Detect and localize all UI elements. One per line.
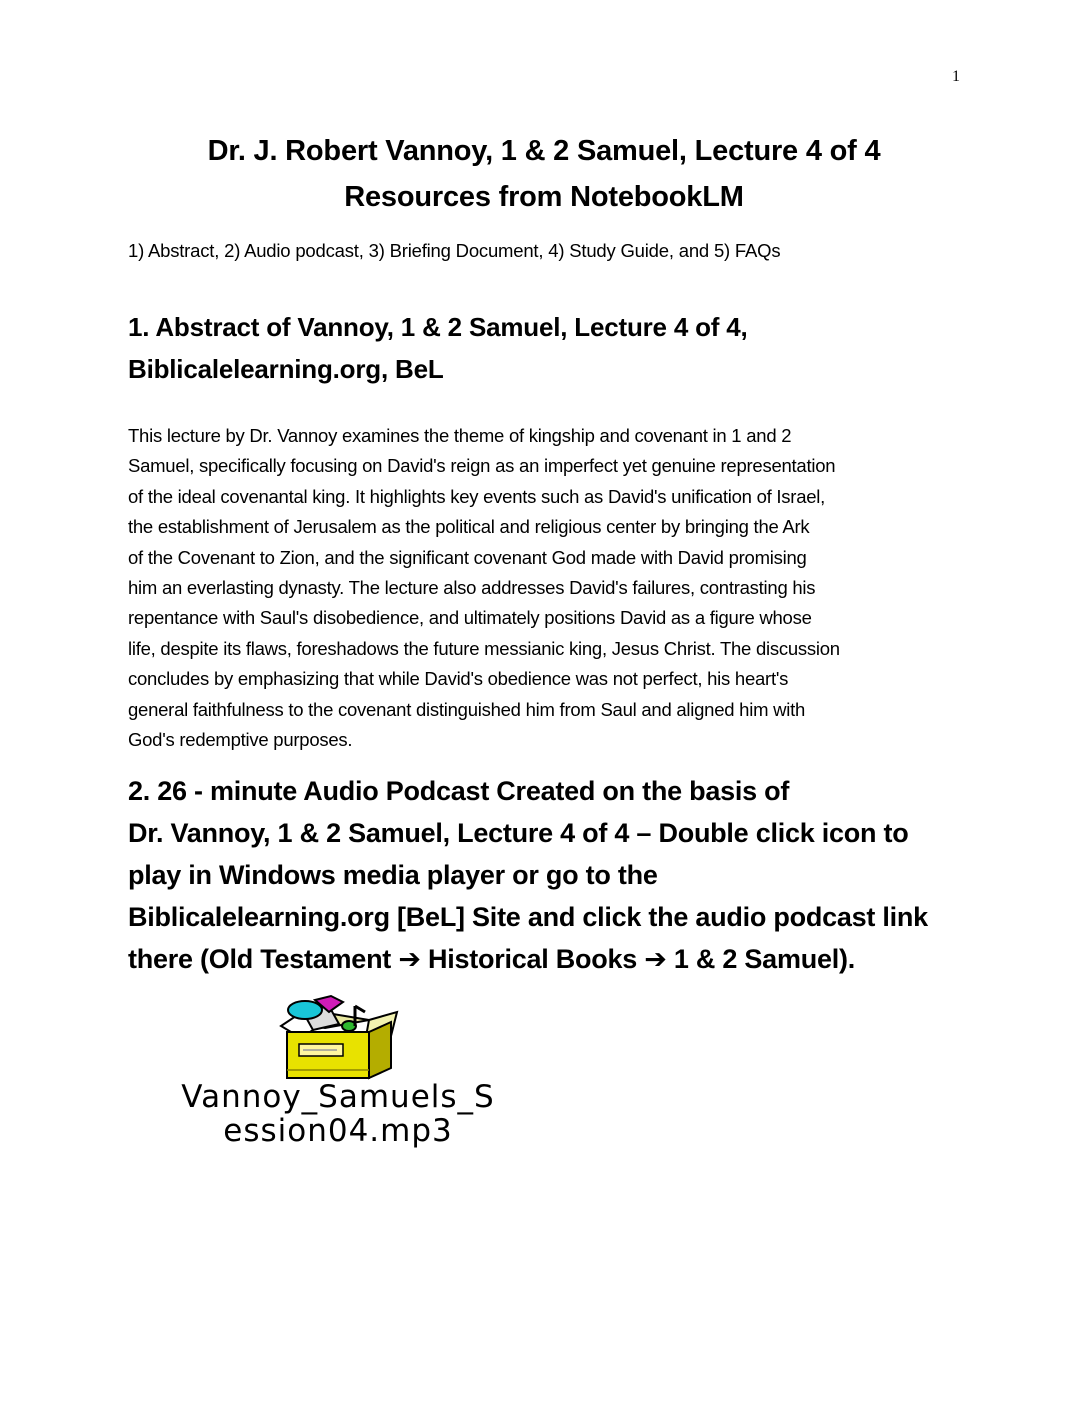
abstract-line: Samuel, specifically focusing on David's reign as an imperfect yet genuine representation [128,455,836,477]
abstract-line: concludes by emphasizing that while David's obedience was not perfect, his heart's [128,668,789,690]
abstract-line: the establishment of Jerusalem as the political and religious center by bringing the Ark [128,516,810,538]
resources-list: 1) Abstract, 2) Audio podcast, 3) Briefing Document, 4) Study Guide, and 5) FAQs [128,240,781,261]
abstract-line: repentance with Saul's disobedience, and ultimately positions David as a figure whose [128,607,812,629]
abstract-line: him an everlasting dynasty. The lecture also addresses David's failures, contrasting his [128,577,816,599]
audio-file-attachment[interactable] [128,992,548,1162]
section-2-heading [128,770,978,980]
abstract-line: This lecture by Dr. Vannoy examines the theme of kingship and covenant in 1 and 2 [128,425,792,446]
package-icon[interactable] [273,992,403,1080]
section-2-line-2: Dr. Vannoy, 1 & 2 Samuel, Lecture 4 of 4 – Double click icon to [128,818,909,848]
line-5-part-3: 1 & 2 Samuel). [666,944,855,974]
line-5-part-2: Historical Books [420,944,645,974]
file-name-line-2: ession04.mp3 [223,1113,453,1149]
section-2-line-1: 2. 26 - minute Audio Podcast Created on the basis of [128,776,790,806]
abstract-line: God's redemptive purposes. [128,729,353,751]
document-title [100,128,988,220]
audio-file-name[interactable] [128,1080,548,1148]
abstract-paragraph [128,421,968,755]
right-arrow-icon: ➔ [398,944,421,974]
section-2-line-4: Biblicalelearning.org [BeL] Site and click the audio podcast link [128,902,928,932]
file-name-line-1: Vannoy_Samuels_S [181,1079,495,1115]
section-2-line-3: play in Windows media player or go to the [128,860,658,890]
page-number: 1 [952,68,960,85]
abstract-line: life, despite its flaws, foreshadows the future messianic king, Jesus Christ. The discussion [128,637,840,659]
section-1-heading-line-2: Biblicalelearning.org, BeL [128,354,444,384]
abstract-line: of the Covenant to Zion, and the significant covenant God made with David promising [128,546,807,568]
right-arrow-icon: ➔ [644,944,667,974]
title-line-1: Dr. J. Robert Vannoy, 1 & 2 Samuel, Lecture 4 of 4 [207,135,881,167]
abstract-line: general faithfulness to the covenant distinguished him from Saul and aligned him with [128,698,806,720]
line-5-part-1: there (Old Testament [128,944,399,974]
abstract-line: of the ideal covenantal king. It highlights key events such as David's unification of Israel, [128,485,826,507]
section-1-heading-line-1: 1. Abstract of Vannoy, 1 & 2 Samuel, Lecture 4 of 4, [128,312,748,342]
section-1-heading [128,306,968,390]
section-2-line-5 [128,938,978,980]
title-line-2: Resources from NotebookLM [344,181,744,213]
